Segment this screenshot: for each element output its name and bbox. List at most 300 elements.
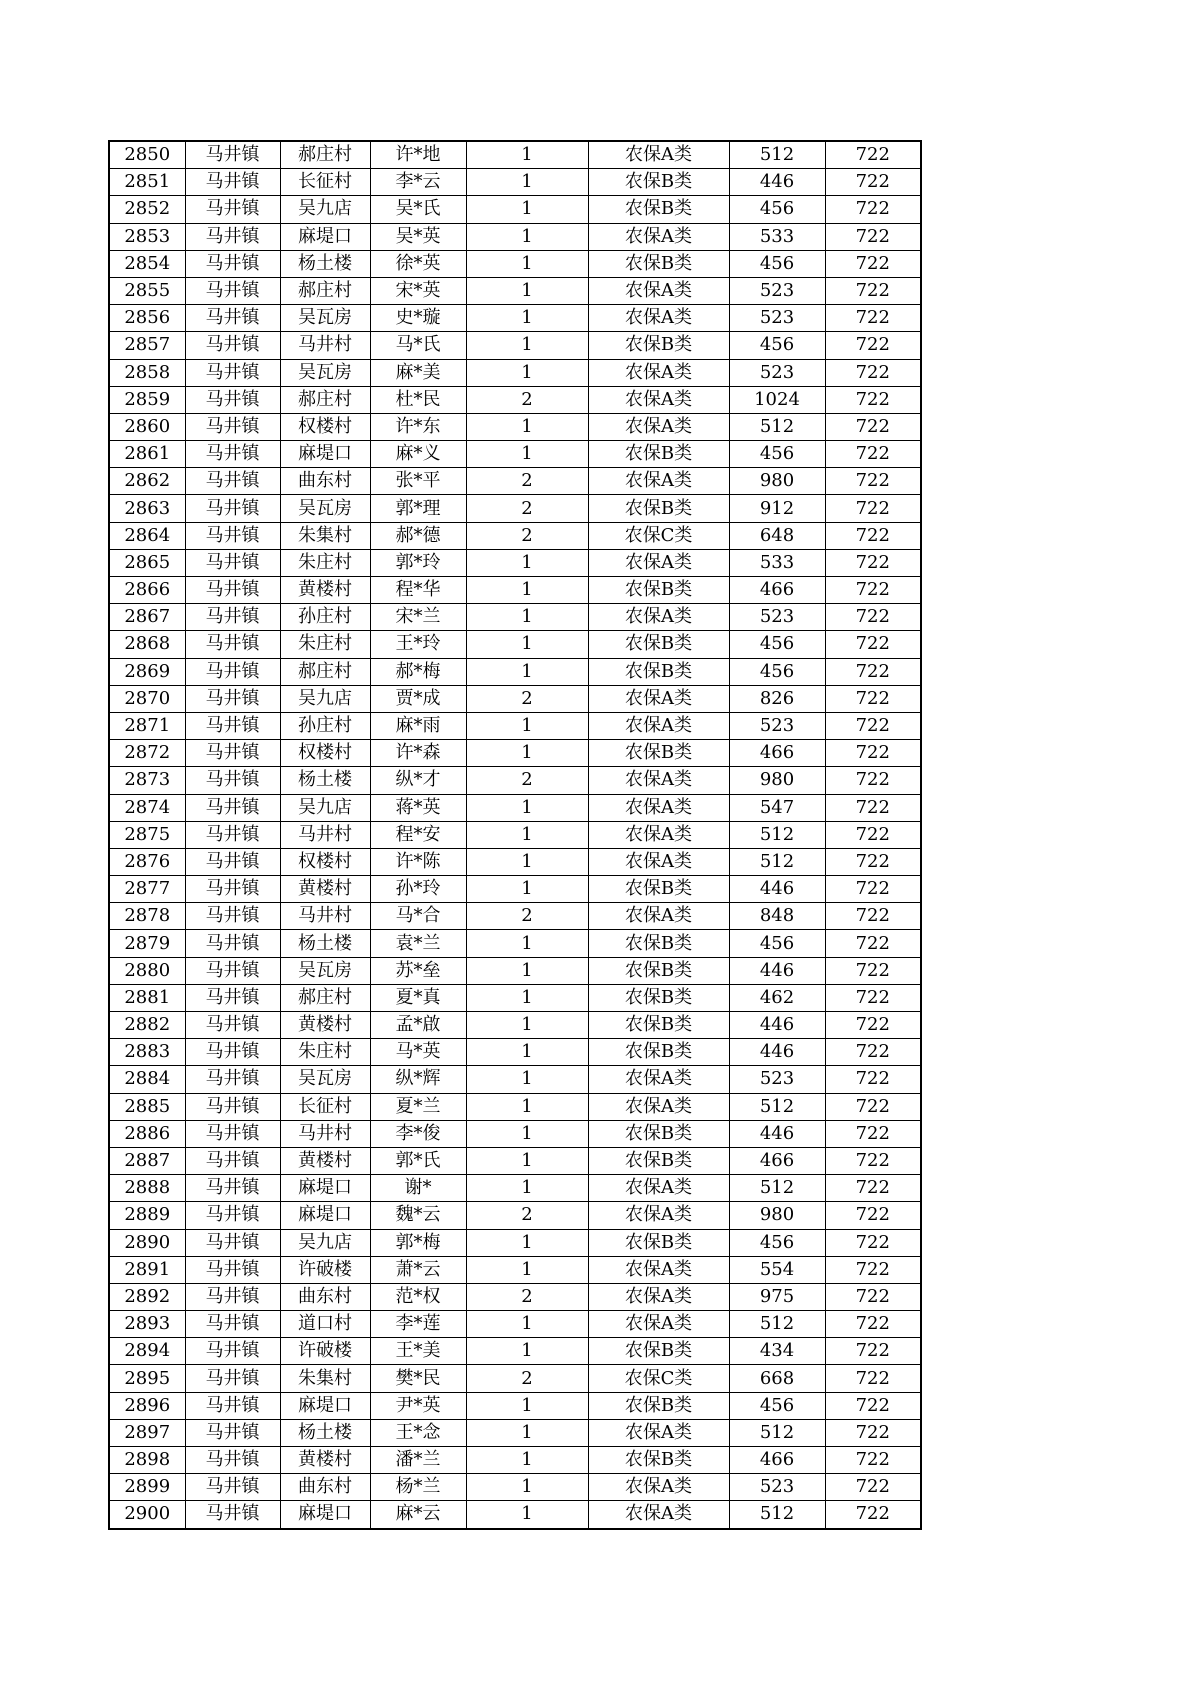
row-number-cell: 2892 xyxy=(109,1283,185,1310)
count-cell: 1 xyxy=(466,658,588,685)
category-cell: 农保B类 xyxy=(588,1338,729,1365)
table-row xyxy=(109,332,921,359)
count-cell: 1 xyxy=(466,957,588,984)
standard-cell: 722 xyxy=(825,604,921,631)
amount-cell: 446 xyxy=(729,1012,825,1039)
count-cell: 1 xyxy=(466,577,588,604)
village-cell: 吴瓦房 xyxy=(280,495,370,522)
name-cell: 夏*真 xyxy=(370,984,466,1011)
count-cell: 1 xyxy=(466,876,588,903)
standard-cell: 722 xyxy=(825,1283,921,1310)
town-cell: 马井镇 xyxy=(185,1066,280,1093)
amount-cell: 512 xyxy=(729,141,825,169)
town-cell: 马井镇 xyxy=(185,332,280,359)
village-cell: 郝庄村 xyxy=(280,658,370,685)
standard-cell: 722 xyxy=(825,1012,921,1039)
standard-cell: 722 xyxy=(825,468,921,495)
standard-cell: 722 xyxy=(825,441,921,468)
count-cell: 1 xyxy=(466,821,588,848)
amount-cell: 554 xyxy=(729,1256,825,1283)
village-cell: 黄楼村 xyxy=(280,1147,370,1174)
village-cell: 吴瓦房 xyxy=(280,305,370,332)
village-cell: 吴九店 xyxy=(280,196,370,223)
name-cell: 吴*英 xyxy=(370,223,466,250)
row-number-cell: 2873 xyxy=(109,767,185,794)
town-cell: 马井镇 xyxy=(185,169,280,196)
category-cell: 农保B类 xyxy=(588,1039,729,1066)
town-cell: 马井镇 xyxy=(185,848,280,875)
table-row xyxy=(109,1066,921,1093)
table-row xyxy=(109,957,921,984)
amount-cell: 523 xyxy=(729,604,825,631)
category-cell: 农保B类 xyxy=(588,740,729,767)
standard-cell: 722 xyxy=(825,305,921,332)
standard-cell: 722 xyxy=(825,332,921,359)
count-cell: 1 xyxy=(466,250,588,277)
row-number-cell: 2889 xyxy=(109,1202,185,1229)
table-row xyxy=(109,1256,921,1283)
town-cell: 马井镇 xyxy=(185,984,280,1011)
name-cell: 宋*兰 xyxy=(370,604,466,631)
table-row xyxy=(109,1474,921,1501)
village-cell: 麻堤口 xyxy=(280,1392,370,1419)
name-cell: 杨*兰 xyxy=(370,1474,466,1501)
name-cell: 苏*垒 xyxy=(370,957,466,984)
count-cell: 1 xyxy=(466,1147,588,1174)
count-cell: 1 xyxy=(466,413,588,440)
standard-cell: 722 xyxy=(825,1501,921,1529)
category-cell: 农保B类 xyxy=(588,1147,729,1174)
count-cell: 2 xyxy=(466,1283,588,1310)
amount-cell: 668 xyxy=(729,1365,825,1392)
amount-cell: 523 xyxy=(729,305,825,332)
count-cell: 1 xyxy=(466,848,588,875)
town-cell: 马井镇 xyxy=(185,1093,280,1120)
count-cell: 1 xyxy=(466,1039,588,1066)
amount-cell: 456 xyxy=(729,250,825,277)
standard-cell: 722 xyxy=(825,250,921,277)
town-cell: 马井镇 xyxy=(185,223,280,250)
category-cell: 农保A类 xyxy=(588,1066,729,1093)
standard-cell: 722 xyxy=(825,903,921,930)
table-row xyxy=(109,1419,921,1446)
village-cell: 麻堤口 xyxy=(280,1175,370,1202)
name-cell: 许*东 xyxy=(370,413,466,440)
row-number-cell: 2874 xyxy=(109,794,185,821)
town-cell: 马井镇 xyxy=(185,631,280,658)
count-cell: 2 xyxy=(466,495,588,522)
table-row xyxy=(109,767,921,794)
town-cell: 马井镇 xyxy=(185,1147,280,1174)
category-cell: 农保A类 xyxy=(588,1474,729,1501)
count-cell: 2 xyxy=(466,1202,588,1229)
town-cell: 马井镇 xyxy=(185,1474,280,1501)
village-cell: 孙庄村 xyxy=(280,604,370,631)
row-number-cell: 2856 xyxy=(109,305,185,332)
count-cell: 1 xyxy=(466,441,588,468)
count-cell: 1 xyxy=(466,930,588,957)
category-cell: 农保B类 xyxy=(588,169,729,196)
row-number-cell: 2882 xyxy=(109,1012,185,1039)
row-number-cell: 2854 xyxy=(109,250,185,277)
name-cell: 许*地 xyxy=(370,141,466,169)
standard-cell: 722 xyxy=(825,794,921,821)
town-cell: 马井镇 xyxy=(185,1283,280,1310)
town-cell: 马井镇 xyxy=(185,549,280,576)
count-cell: 1 xyxy=(466,332,588,359)
count-cell: 1 xyxy=(466,984,588,1011)
amount-cell: 523 xyxy=(729,712,825,739)
category-cell: 农保B类 xyxy=(588,250,729,277)
row-number-cell: 2866 xyxy=(109,577,185,604)
name-cell: 麻*云 xyxy=(370,1501,466,1529)
amount-cell: 912 xyxy=(729,495,825,522)
name-cell: 张*平 xyxy=(370,468,466,495)
amount-cell: 512 xyxy=(729,413,825,440)
table-row xyxy=(109,169,921,196)
standard-cell: 722 xyxy=(825,577,921,604)
category-cell: 农保C类 xyxy=(588,1365,729,1392)
category-cell: 农保B类 xyxy=(588,1229,729,1256)
count-cell: 2 xyxy=(466,903,588,930)
table-row xyxy=(109,631,921,658)
town-cell: 马井镇 xyxy=(185,685,280,712)
name-cell: 纵*辉 xyxy=(370,1066,466,1093)
standard-cell: 722 xyxy=(825,658,921,685)
count-cell: 2 xyxy=(466,468,588,495)
village-cell: 道口村 xyxy=(280,1311,370,1338)
table-row xyxy=(109,441,921,468)
row-number-cell: 2852 xyxy=(109,196,185,223)
name-cell: 魏*云 xyxy=(370,1202,466,1229)
name-cell: 郭*玲 xyxy=(370,549,466,576)
name-cell: 许*陈 xyxy=(370,848,466,875)
count-cell: 1 xyxy=(466,1093,588,1120)
category-cell: 农保A类 xyxy=(588,794,729,821)
standard-cell: 722 xyxy=(825,930,921,957)
village-cell: 权楼村 xyxy=(280,413,370,440)
amount-cell: 1024 xyxy=(729,386,825,413)
village-cell: 郝庄村 xyxy=(280,386,370,413)
category-cell: 农保A类 xyxy=(588,903,729,930)
village-cell: 黄楼村 xyxy=(280,876,370,903)
amount-cell: 512 xyxy=(729,1175,825,1202)
village-cell: 长征村 xyxy=(280,169,370,196)
town-cell: 马井镇 xyxy=(185,1175,280,1202)
category-cell: 农保A类 xyxy=(588,141,729,169)
category-cell: 农保C类 xyxy=(588,522,729,549)
table-row xyxy=(109,577,921,604)
row-number-cell: 2894 xyxy=(109,1338,185,1365)
name-cell: 徐*英 xyxy=(370,250,466,277)
village-cell: 吴九店 xyxy=(280,1229,370,1256)
count-cell: 1 xyxy=(466,604,588,631)
category-cell: 农保B类 xyxy=(588,876,729,903)
standard-cell: 722 xyxy=(825,984,921,1011)
village-cell: 麻堤口 xyxy=(280,1202,370,1229)
standard-cell: 722 xyxy=(825,1229,921,1256)
standard-cell: 722 xyxy=(825,767,921,794)
category-cell: 农保A类 xyxy=(588,1093,729,1120)
village-cell: 杨土楼 xyxy=(280,250,370,277)
standard-cell: 722 xyxy=(825,1447,921,1474)
category-cell: 农保B类 xyxy=(588,1392,729,1419)
row-number-cell: 2872 xyxy=(109,740,185,767)
amount-cell: 523 xyxy=(729,359,825,386)
row-number-cell: 2870 xyxy=(109,685,185,712)
town-cell: 马井镇 xyxy=(185,1365,280,1392)
table-row xyxy=(109,1202,921,1229)
row-number-cell: 2869 xyxy=(109,658,185,685)
amount-cell: 648 xyxy=(729,522,825,549)
category-cell: 农保B类 xyxy=(588,658,729,685)
amount-cell: 980 xyxy=(729,767,825,794)
standard-cell: 722 xyxy=(825,957,921,984)
row-number-cell: 2899 xyxy=(109,1474,185,1501)
amount-cell: 456 xyxy=(729,631,825,658)
row-number-cell: 2858 xyxy=(109,359,185,386)
table-row xyxy=(109,1365,921,1392)
amount-cell: 512 xyxy=(729,1419,825,1446)
count-cell: 2 xyxy=(466,386,588,413)
count-cell: 1 xyxy=(466,1066,588,1093)
table-row xyxy=(109,1447,921,1474)
standard-cell: 722 xyxy=(825,876,921,903)
standard-cell: 722 xyxy=(825,196,921,223)
name-cell: 宋*英 xyxy=(370,277,466,304)
category-cell: 农保B类 xyxy=(588,495,729,522)
table-row xyxy=(109,277,921,304)
table-row xyxy=(109,604,921,631)
village-cell: 麻堤口 xyxy=(280,1501,370,1529)
town-cell: 马井镇 xyxy=(185,1229,280,1256)
category-cell: 农保A类 xyxy=(588,1256,729,1283)
category-cell: 农保A类 xyxy=(588,1283,729,1310)
category-cell: 农保A类 xyxy=(588,223,729,250)
row-number-cell: 2863 xyxy=(109,495,185,522)
data-table xyxy=(108,140,922,1530)
count-cell: 1 xyxy=(466,1501,588,1529)
count-cell: 2 xyxy=(466,685,588,712)
category-cell: 农保A类 xyxy=(588,1419,729,1446)
count-cell: 2 xyxy=(466,522,588,549)
standard-cell: 722 xyxy=(825,848,921,875)
table-row xyxy=(109,930,921,957)
row-number-cell: 2851 xyxy=(109,169,185,196)
row-number-cell: 2897 xyxy=(109,1419,185,1446)
category-cell: 农保B类 xyxy=(588,332,729,359)
village-cell: 权楼村 xyxy=(280,848,370,875)
count-cell: 1 xyxy=(466,1229,588,1256)
village-cell: 马井村 xyxy=(280,903,370,930)
table-row xyxy=(109,848,921,875)
town-cell: 马井镇 xyxy=(185,1338,280,1365)
amount-cell: 512 xyxy=(729,1093,825,1120)
standard-cell: 722 xyxy=(825,1365,921,1392)
row-number-cell: 2887 xyxy=(109,1147,185,1174)
amount-cell: 456 xyxy=(729,1392,825,1419)
count-cell: 1 xyxy=(466,141,588,169)
row-number-cell: 2884 xyxy=(109,1066,185,1093)
town-cell: 马井镇 xyxy=(185,767,280,794)
amount-cell: 512 xyxy=(729,1501,825,1529)
count-cell: 1 xyxy=(466,359,588,386)
row-number-cell: 2885 xyxy=(109,1093,185,1120)
town-cell: 马井镇 xyxy=(185,1419,280,1446)
village-cell: 孙庄村 xyxy=(280,712,370,739)
amount-cell: 446 xyxy=(729,876,825,903)
town-cell: 马井镇 xyxy=(185,141,280,169)
row-number-cell: 2886 xyxy=(109,1120,185,1147)
name-cell: 潘*兰 xyxy=(370,1447,466,1474)
table-row xyxy=(109,196,921,223)
name-cell: 程*华 xyxy=(370,577,466,604)
row-number-cell: 2861 xyxy=(109,441,185,468)
name-cell: 麻*义 xyxy=(370,441,466,468)
amount-cell: 456 xyxy=(729,658,825,685)
amount-cell: 523 xyxy=(729,1066,825,1093)
name-cell: 蒋*英 xyxy=(370,794,466,821)
town-cell: 马井镇 xyxy=(185,386,280,413)
category-cell: 农保B类 xyxy=(588,1120,729,1147)
row-number-cell: 2898 xyxy=(109,1447,185,1474)
table-row xyxy=(109,413,921,440)
standard-cell: 722 xyxy=(825,1474,921,1501)
name-cell: 史*璇 xyxy=(370,305,466,332)
standard-cell: 722 xyxy=(825,1066,921,1093)
row-number-cell: 2877 xyxy=(109,876,185,903)
village-cell: 吴瓦房 xyxy=(280,359,370,386)
village-cell: 许破楼 xyxy=(280,1338,370,1365)
table-row xyxy=(109,223,921,250)
town-cell: 马井镇 xyxy=(185,1447,280,1474)
row-number-cell: 2868 xyxy=(109,631,185,658)
name-cell: 麻*美 xyxy=(370,359,466,386)
standard-cell: 722 xyxy=(825,821,921,848)
amount-cell: 462 xyxy=(729,984,825,1011)
name-cell: 王*念 xyxy=(370,1419,466,1446)
town-cell: 马井镇 xyxy=(185,1120,280,1147)
amount-cell: 466 xyxy=(729,740,825,767)
standard-cell: 722 xyxy=(825,413,921,440)
standard-cell: 722 xyxy=(825,386,921,413)
village-cell: 郝庄村 xyxy=(280,984,370,1011)
name-cell: 袁*兰 xyxy=(370,930,466,957)
village-cell: 曲东村 xyxy=(280,1474,370,1501)
town-cell: 马井镇 xyxy=(185,876,280,903)
table-row xyxy=(109,658,921,685)
table-row xyxy=(109,1120,921,1147)
count-cell: 1 xyxy=(466,1474,588,1501)
town-cell: 马井镇 xyxy=(185,658,280,685)
count-cell: 2 xyxy=(466,1365,588,1392)
town-cell: 马井镇 xyxy=(185,1311,280,1338)
count-cell: 1 xyxy=(466,1419,588,1446)
town-cell: 马井镇 xyxy=(185,577,280,604)
name-cell: 麻*雨 xyxy=(370,712,466,739)
town-cell: 马井镇 xyxy=(185,930,280,957)
village-cell: 郝庄村 xyxy=(280,141,370,169)
name-cell: 王*美 xyxy=(370,1338,466,1365)
row-number-cell: 2860 xyxy=(109,413,185,440)
count-cell: 1 xyxy=(466,740,588,767)
town-cell: 马井镇 xyxy=(185,604,280,631)
amount-cell: 980 xyxy=(729,468,825,495)
standard-cell: 722 xyxy=(825,1120,921,1147)
table-row xyxy=(109,1392,921,1419)
table-row xyxy=(109,495,921,522)
category-cell: 农保A类 xyxy=(588,1175,729,1202)
row-number-cell: 2888 xyxy=(109,1175,185,1202)
town-cell: 马井镇 xyxy=(185,305,280,332)
table-row xyxy=(109,250,921,277)
standard-cell: 722 xyxy=(825,1256,921,1283)
count-cell: 1 xyxy=(466,169,588,196)
row-number-cell: 2895 xyxy=(109,1365,185,1392)
category-cell: 农保A类 xyxy=(588,468,729,495)
town-cell: 马井镇 xyxy=(185,277,280,304)
amount-cell: 446 xyxy=(729,1039,825,1066)
town-cell: 马井镇 xyxy=(185,441,280,468)
row-number-cell: 2878 xyxy=(109,903,185,930)
town-cell: 马井镇 xyxy=(185,359,280,386)
town-cell: 马井镇 xyxy=(185,712,280,739)
table-row xyxy=(109,141,921,169)
category-cell: 农保B类 xyxy=(588,196,729,223)
table-row xyxy=(109,386,921,413)
name-cell: 许*森 xyxy=(370,740,466,767)
name-cell: 李*云 xyxy=(370,169,466,196)
standard-cell: 722 xyxy=(825,169,921,196)
name-cell: 杜*民 xyxy=(370,386,466,413)
name-cell: 尹*英 xyxy=(370,1392,466,1419)
table-body xyxy=(109,141,921,1529)
row-number-cell: 2900 xyxy=(109,1501,185,1529)
category-cell: 农保B类 xyxy=(588,984,729,1011)
row-number-cell: 2850 xyxy=(109,141,185,169)
amount-cell: 434 xyxy=(729,1338,825,1365)
name-cell: 程*安 xyxy=(370,821,466,848)
village-cell: 朱集村 xyxy=(280,522,370,549)
table-row xyxy=(109,903,921,930)
table-row xyxy=(109,821,921,848)
amount-cell: 512 xyxy=(729,821,825,848)
name-cell: 夏*兰 xyxy=(370,1093,466,1120)
table-row xyxy=(109,1093,921,1120)
category-cell: 农保A类 xyxy=(588,359,729,386)
name-cell: 马*英 xyxy=(370,1039,466,1066)
row-number-cell: 2855 xyxy=(109,277,185,304)
category-cell: 农保A类 xyxy=(588,604,729,631)
row-number-cell: 2864 xyxy=(109,522,185,549)
standard-cell: 722 xyxy=(825,712,921,739)
row-number-cell: 2893 xyxy=(109,1311,185,1338)
standard-cell: 722 xyxy=(825,1338,921,1365)
table-row xyxy=(109,1311,921,1338)
village-cell: 杨土楼 xyxy=(280,1419,370,1446)
name-cell: 纵*才 xyxy=(370,767,466,794)
category-cell: 农保A类 xyxy=(588,848,729,875)
name-cell: 孟*啟 xyxy=(370,1012,466,1039)
count-cell: 1 xyxy=(466,794,588,821)
amount-cell: 512 xyxy=(729,848,825,875)
name-cell: 樊*民 xyxy=(370,1365,466,1392)
name-cell: 郝*德 xyxy=(370,522,466,549)
table-row xyxy=(109,1175,921,1202)
standard-cell: 722 xyxy=(825,685,921,712)
category-cell: 农保A类 xyxy=(588,767,729,794)
table-row xyxy=(109,359,921,386)
